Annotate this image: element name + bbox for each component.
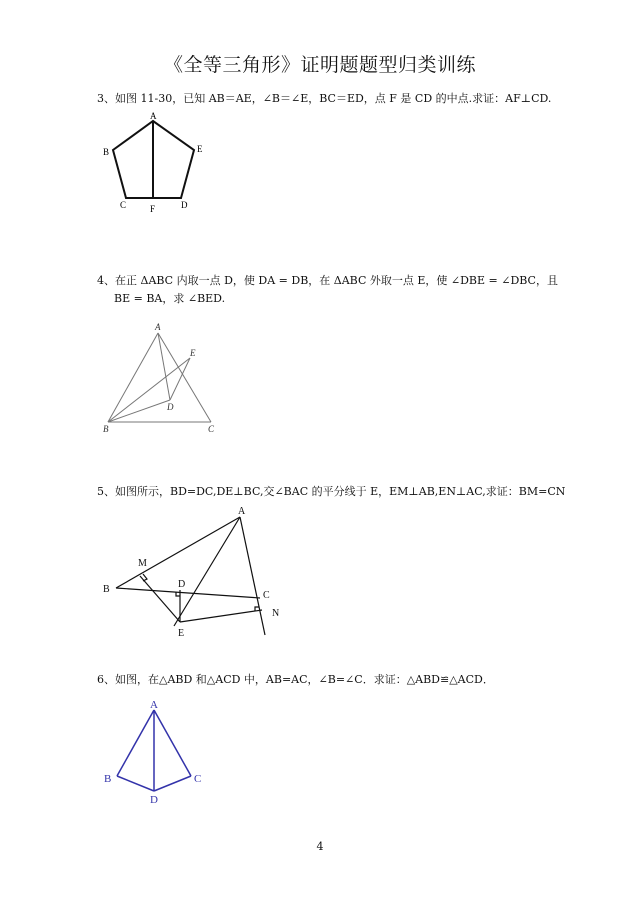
label-f: F — [150, 204, 156, 214]
page-title: 《全等三角形》证明题题型归类训练 — [163, 54, 476, 76]
segment-bd — [108, 400, 170, 422]
label-a: A — [155, 322, 161, 332]
segment-en — [180, 610, 262, 622]
label-n: N — [272, 608, 280, 619]
segment-ab — [117, 710, 154, 776]
segment-be — [108, 358, 190, 422]
label-d: D — [181, 200, 188, 210]
problem-6-text: 6、如图，在△ABD 和△ACD 中，AB=AC，∠B=∠C．求证：△ABD≌△ACD． — [97, 673, 494, 686]
label-e: E — [178, 628, 185, 639]
segment-bd — [117, 776, 154, 791]
label-a: A — [150, 111, 157, 121]
segment-cd — [154, 776, 191, 791]
label-b: B — [103, 147, 110, 157]
label-d: D — [150, 794, 158, 806]
problem-3-figure — [98, 112, 208, 217]
label-b: B — [103, 424, 109, 434]
label-b: B — [104, 773, 112, 785]
problem-4-text — [97, 272, 567, 308]
problem-4-figure — [98, 320, 228, 435]
label-d: D — [178, 579, 186, 590]
problem-6-figure — [98, 695, 218, 805]
segment-ab — [108, 333, 158, 422]
segment-an — [240, 517, 265, 635]
segment-bc — [116, 588, 260, 598]
label-c: C — [120, 200, 127, 210]
segment-ab — [116, 517, 240, 588]
label-m: M — [138, 558, 147, 569]
page-number: 4 — [316, 840, 324, 853]
label-e: E — [190, 348, 196, 358]
label-b: B — [103, 584, 110, 595]
problem-3-text: 3、如图 11-30，已知 AB＝AE，∠B＝∠E，BC＝ED，点 F 是 CD 的中点.求证：AF⊥CD. — [97, 92, 552, 105]
label-a: A — [238, 506, 246, 517]
problem-4-line2: BE = BA，求 ∠BED. — [114, 292, 226, 305]
problem-5-figure — [98, 503, 298, 638]
label-a: A — [150, 699, 158, 711]
label-c: C — [194, 773, 202, 785]
problem-4-line1: 4、在正 ΔABC 内取一点 D，使 DA = DB，在 ΔABC 外取一点 E，使 ∠DBE = ∠DBC，且 — [97, 274, 558, 287]
segment-me — [140, 576, 180, 622]
label-d: D — [167, 402, 174, 412]
problem-5-text: 5、如图所示，BD=DC,DE⊥BC,交∠BAC 的平分线于 E，EM⊥AB,EN⊥AC,求证：BM=CN — [97, 485, 566, 498]
label-c: C — [208, 424, 215, 434]
segment-de — [170, 358, 190, 400]
segment-ae — [174, 517, 240, 626]
segment-ac — [154, 710, 191, 776]
label-c: C — [263, 590, 270, 601]
label-e: E — [197, 144, 203, 154]
